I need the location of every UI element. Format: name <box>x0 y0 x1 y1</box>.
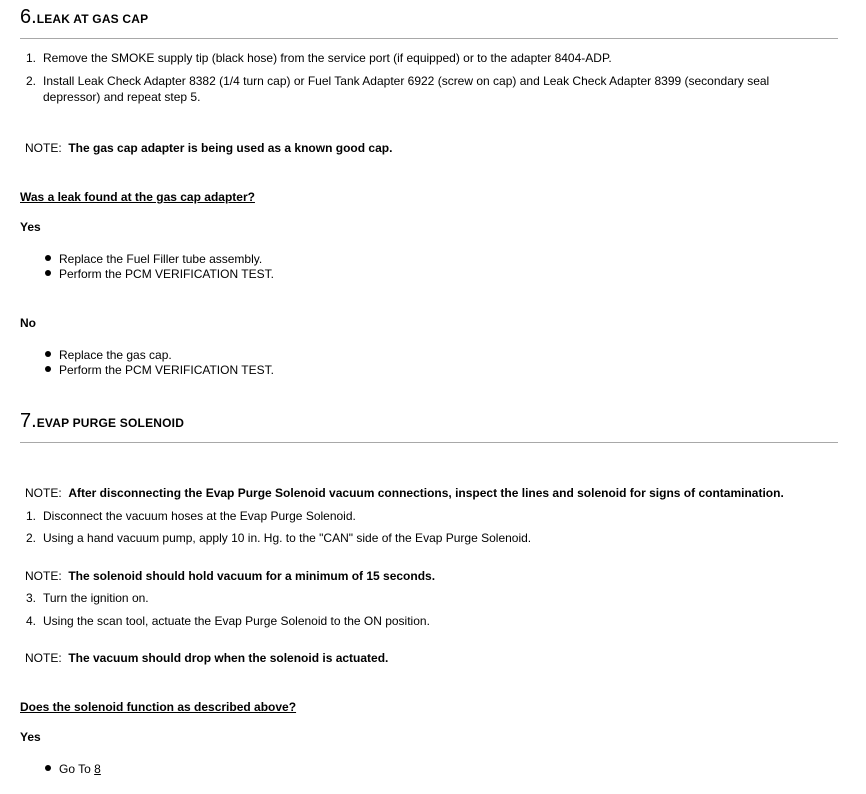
step-7-note-2 <box>25 569 435 583</box>
note-text: The solenoid should hold vacuum for a minimum of 15 seconds. <box>68 569 436 583</box>
goto-step-8-link[interactable]: 8 <box>94 762 101 776</box>
instruction-text: Using a hand vacuum pump, apply 10 in. Hg. to the "CAN" side of the Evap Purge Solenoid. <box>43 531 532 545</box>
bullet-icon <box>45 765 51 771</box>
step-6-heading <box>20 6 148 29</box>
step-7-heading <box>20 410 184 433</box>
step-6-question: Was a leak found at the gas cap adapter? <box>20 190 255 204</box>
step-6-note <box>25 141 392 155</box>
instruction-number: 2. <box>26 531 37 545</box>
instruction-number: 4. <box>26 614 37 628</box>
step-7-note-1 <box>25 486 784 500</box>
bullet-icon <box>45 270 51 276</box>
step-6-no-label: No <box>20 316 36 330</box>
step-7-yes-label: Yes <box>20 730 41 744</box>
step-6-yes-bullet-1 <box>45 252 262 267</box>
step-6-title: LEAK AT GAS CAP <box>36 12 149 26</box>
step-7-question: Does the solenoid function as described above? <box>20 700 297 714</box>
instruction-text: Turn the ignition on. <box>43 591 149 605</box>
step-6-instruction-1 <box>26 50 816 66</box>
instruction-number: 1. <box>26 51 37 65</box>
step-6-divider <box>20 38 838 39</box>
instruction-text: Install Leak Check Adapter 8382 (1/4 turn cap) or Fuel Tank Adapter 6922 (screw on cap) and Leak Check Adapter 8399 (secondary seal depressor) and repeat step 5. <box>43 74 770 104</box>
note-label: NOTE: <box>25 569 62 583</box>
bullet-text: Replace the gas cap. <box>59 348 172 362</box>
step-7-instruction-1 <box>26 508 816 524</box>
step-7-yes-bullet-1 <box>45 762 101 777</box>
step-6-yes-bullet-2 <box>45 267 274 282</box>
bullet-icon <box>45 366 51 372</box>
bullet-icon <box>45 255 51 261</box>
bullet-text: Replace the Fuel Filler tube assembly. <box>59 252 263 266</box>
bullet-text: Perform the PCM VERIFICATION TEST. <box>59 267 274 281</box>
step-6-no-bullet-1 <box>45 348 172 363</box>
note-label: NOTE: <box>25 141 62 155</box>
instruction-number: 2. <box>26 74 37 88</box>
step-6-yes-label: Yes <box>20 220 41 234</box>
step-7-note-3 <box>25 651 388 665</box>
step-6-instruction-2 <box>26 73 816 105</box>
instruction-number: 1. <box>26 509 37 523</box>
step-6-no-bullet-2 <box>45 363 274 378</box>
instruction-text: Disconnect the vacuum hoses at the Evap Purge Solenoid. <box>43 509 356 523</box>
step-7-instruction-2 <box>26 530 816 546</box>
step-6-number: 6. <box>20 6 37 28</box>
note-text: The vacuum should drop when the solenoid is actuated. <box>68 651 389 665</box>
step-7-instruction-3 <box>26 590 816 606</box>
goto-text: Go To <box>59 762 91 776</box>
note-label: NOTE: <box>25 486 62 500</box>
note-text: The gas cap adapter is being used as a known good cap. <box>68 141 393 155</box>
step-7-title: EVAP PURGE SOLENOID <box>36 416 185 430</box>
bullet-text: Perform the PCM VERIFICATION TEST. <box>59 363 274 377</box>
instruction-text: Remove the SMOKE supply tip (black hose) from the service port (if equipped) or to the adapter 8404-ADP. <box>43 51 612 65</box>
instruction-text: Using the scan tool, actuate the Evap Purge Solenoid to the ON position. <box>43 614 430 628</box>
step-7-instruction-4 <box>26 613 816 629</box>
step-7-number: 7. <box>20 410 37 432</box>
note-label: NOTE: <box>25 651 62 665</box>
step-7-divider <box>20 442 838 443</box>
bullet-icon <box>45 351 51 357</box>
note-text: After disconnecting the Evap Purge Solenoid vacuum connections, inspect the lines and solenoid for signs of contamination. <box>68 486 784 500</box>
instruction-number: 3. <box>26 591 37 605</box>
